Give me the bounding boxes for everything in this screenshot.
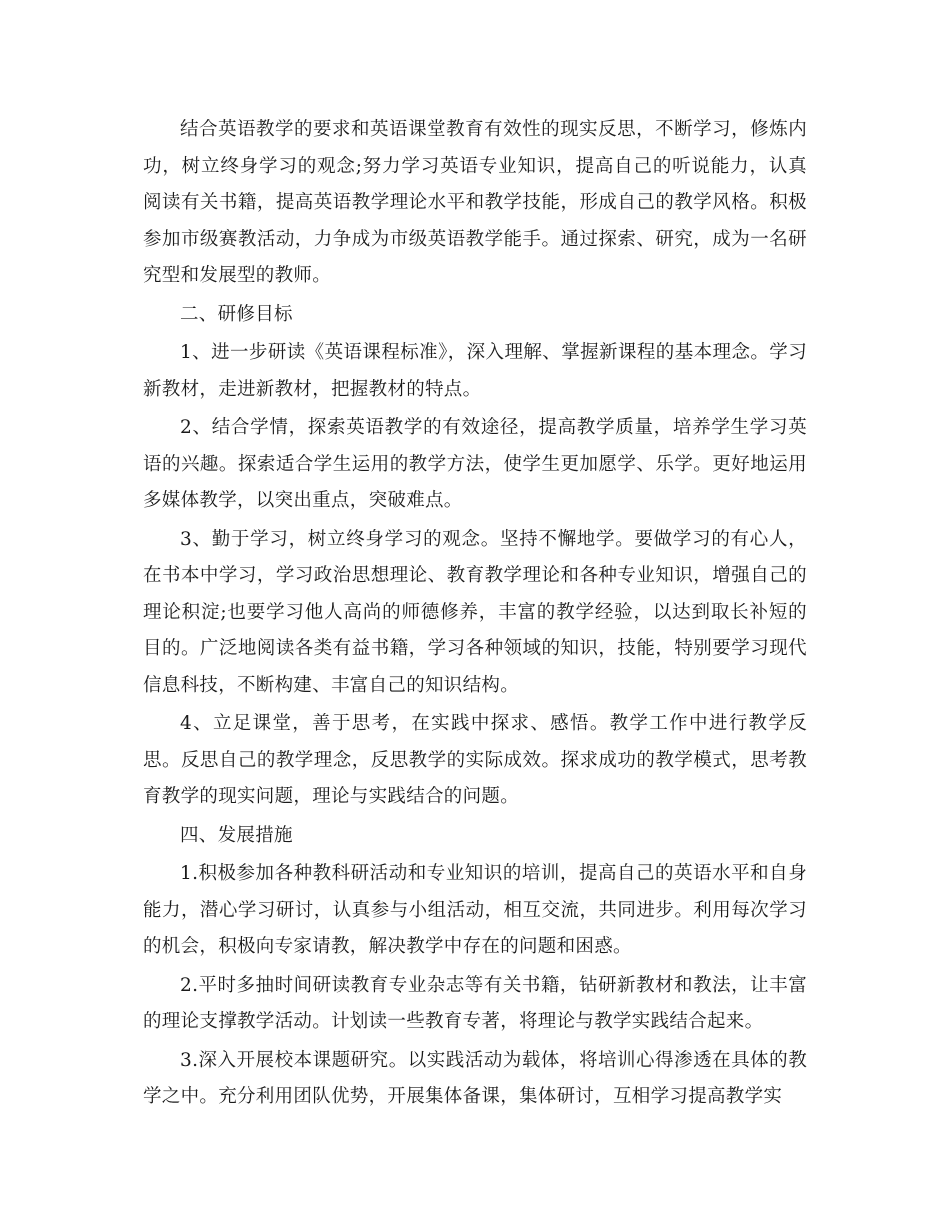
- paragraph-goal-4: 4、立足课堂，善于思考，在实践中探求、感悟。教学工作中进行教学反思。反思自己的教学理念，反思教学的实际成效。探求成功的教学模式，思考教育教学的现实问题，理论与实践结合的问题。: [143, 713, 807, 807]
- paragraph-goal-2: 2、结合学情，探索英语教学的有效途径，提高教学质量，培养学生学习英语的兴趣。探索适合学生运用的教学方法，使学生更加愿学、乐学。更好地运用多媒体教学，以突出重点，突破难点。: [143, 417, 807, 511]
- paragraph-intro: 结合英语教学的要求和英语课堂教育有效性的现实反思，不断学习，修炼内功，树立终身学习的观念;努力学习英语专业知识，提高自己的听说能力，认真阅读有关书籍，提高英语教学理论水平和教学技能，形成自己的教学风格。积极参加市级赛教活动，力争成为市级英语教学能手。通过探索、研究，成为一名研究型和发展型的教师。: [143, 119, 807, 286]
- paragraph-measure-2: 2.平时多抽时间研读教育专业杂志等有关书籍，钻研新教材和教法，让丰富的理论支撑教学活动。计划读一些教育专著，将理论与教学实践结合起来。: [143, 974, 807, 1032]
- paragraph-measure-3: 3.深入开展校本课题研究。以实践活动为载体，将培训心得渗透在具体的教学之中。充分利用团队优势，开展集体备课，集体研讨，互相学习提高教学实: [143, 1049, 807, 1107]
- section-heading-development-measures: 四、发展措施: [180, 824, 293, 846]
- document-page: [143, 112, 807, 1118]
- paragraph-goal-1: 1、进一步研读《英语课程标准》，深入理解、掌握新课程的基本理念。学习新教材，走进新教材，把握教材的特点。: [143, 342, 807, 400]
- paragraph-goal-3: 3、勤于学习，树立终身学习的观念。坚持不懈地学。要做学习的有心人，在书本中学习，学习政治思想理论、教育教学理论和各种专业知识，增强自己的理论积淀;也要学习他人高尚的师德修养，丰富的教学经验，以达到取长补短的目的。广泛地阅读各类有益书籍，学习各种领域的知识，技能，特别要学习现代信息科技，不断构建、丰富自己的知识结构。: [143, 528, 807, 696]
- section-heading-research-goals: 二、研修目标: [180, 303, 293, 325]
- paragraph-measure-1: 1.积极参加各种教科研活动和专业知识的培训，提高自己的英语水平和自身能力，潜心学习研讨，认真参与小组活动，相互交流，共同进步。利用每次学习的机会，积极向专家请教，解决教学中存在的问题和困惑。: [143, 863, 807, 957]
